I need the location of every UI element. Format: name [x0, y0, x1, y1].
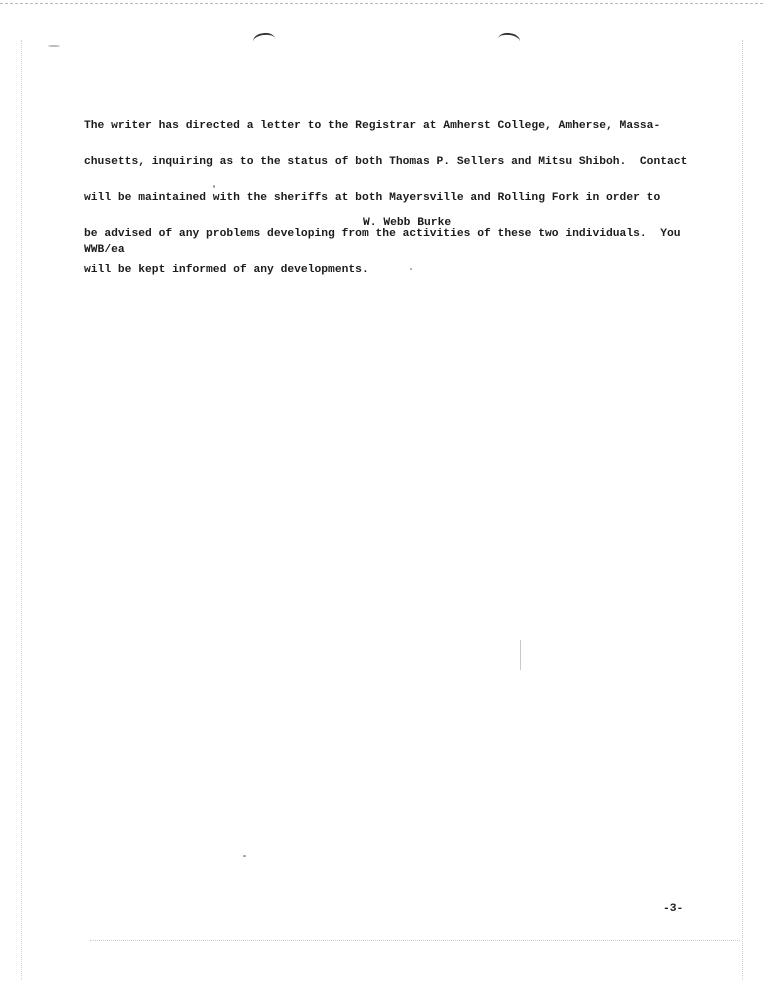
typist-initials: WWB/ea [84, 244, 125, 256]
scan-top-edge [0, 3, 763, 4]
scan-bottom-edge [90, 940, 740, 941]
body-line: The writer has directed a letter to the Registrar at Amherst College, Amherse, Massa- [84, 120, 661, 132]
scan-left-margin [21, 40, 22, 980]
scan-right-margin [742, 40, 743, 980]
scan-speck [48, 45, 60, 47]
scan-speck [213, 185, 215, 188]
binder-hole-mark [497, 32, 521, 49]
scan-speck [243, 855, 246, 857]
body-line: will be kept informed of any developments. [84, 264, 369, 276]
signature: W. Webb Burke [363, 217, 452, 229]
scan-speck [520, 640, 521, 670]
body-line: be advised of any problems developing from the activities of these two individuals. You [84, 228, 681, 240]
page-number: -3- [663, 903, 684, 915]
body-line: chusetts, inquiring as to the status of both Thomas P. Sellers and Mitsu Shiboh. Contact [84, 156, 688, 168]
body-line: will be maintained with the sheriffs at both Mayersville and Rolling Fork in order to [84, 192, 661, 204]
binder-hole-mark [252, 32, 276, 49]
body-paragraph [84, 96, 724, 300]
scan-speck [410, 268, 412, 270]
